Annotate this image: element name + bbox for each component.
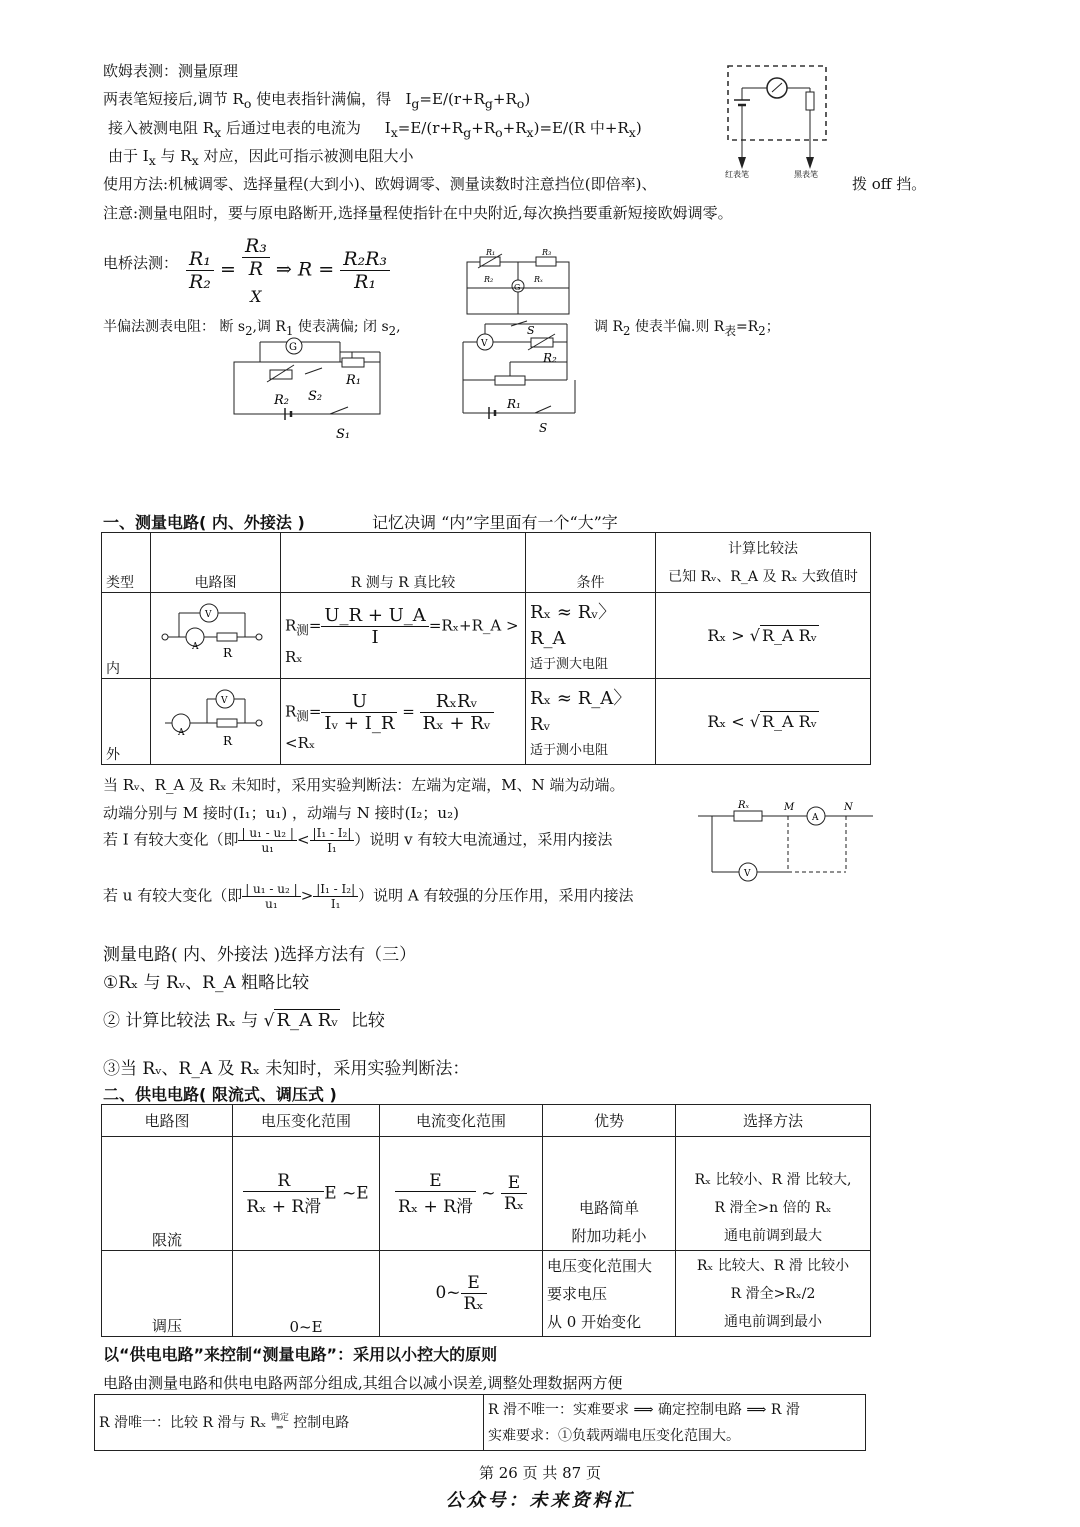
control-box-right2: 实难要求：①负载两端电压变化范围大。	[488, 1427, 740, 1444]
ohm-usage-end: 拨 off 挡。	[852, 175, 927, 193]
svg-text:A: A	[192, 642, 199, 652]
row-outer-condition: Rₓ ≈ R_A〉Rᵥ	[530, 688, 632, 735]
ohmmeter-diagram	[720, 62, 835, 192]
table-row-divider	[102, 1251, 871, 1337]
svg-text:V: V	[481, 339, 488, 349]
control-box-left: R 滑唯一：比较 R 滑与 Rₓ 确定 ⇒ 控制电路	[95, 1395, 484, 1451]
inner-connection-diagram	[159, 597, 267, 660]
th-voltage: 电压变化范围	[233, 1105, 380, 1137]
th-compare: R 测与 R 真比较	[281, 533, 526, 593]
bridge-label: 电桥法测：	[103, 254, 179, 272]
row-inner-condition: Rₓ ≈ Rᵥ〉R_A	[530, 602, 616, 649]
section1-heading: 一、测量电路( 内、外接法 )	[103, 513, 305, 532]
composition: 电路由测量电路和供电电路两部分组成,其组合以减小误差,调整处理数据两方便	[103, 1374, 623, 1392]
row-limit-label: 限流	[102, 1137, 233, 1251]
svg-text:S: S	[527, 324, 535, 337]
exp-line4: 若 u 有较大变化（即 $\frac{\text{| u₁ - u₂ |}}{\text{u₁}}$ > $\frac{\text{|I₁ - I₂|}}{\text{I₁}}$ ）说明 A 有较强的分压作用，采用内接法	[103, 882, 634, 911]
row-div-voltage: 0~E	[233, 1251, 380, 1337]
method-1: ①Rₓ 与 Rᵥ、R_A 粗略比较	[103, 973, 310, 993]
row-limit-sel1: Rₓ 比较小、R 滑 比较大,	[694, 1172, 852, 1188]
trial-method-diagram	[698, 798, 878, 888]
outer-connection-diagram	[159, 685, 267, 748]
svg-text:R₁: R₁	[507, 397, 521, 411]
row-limit-current: $\frac{E}{\text{Rₓ + R滑}}$ ~ $\frac{E}{\text{Rₓ}}$	[380, 1137, 543, 1251]
exp-line3: 若 I 有较大变化（即 $\frac{\text{| u₁ - u₂ |}}{\text{u₁}}$ < $\frac{\text{|I₁ - I₂|}}{\text{I₁}}$ ）说明 v 有较大电流通过，采用内接法	[103, 826, 613, 855]
bridge-diagram	[462, 248, 577, 320]
row-limit-adv1: 电路简单	[578, 1199, 639, 1217]
ohm-line2: 接入被测电阻 $R_x$ 后通过电表的电流为 $I_x=E/(r+R_g+R_o+R_x)=E/(R$ 中$+R_x$)	[108, 119, 642, 140]
svg-text:R₁: R₁	[486, 248, 496, 257]
black-probe-label: 黑表笔	[794, 170, 818, 179]
row-inner-type: 内	[102, 593, 151, 679]
principle: 以“供电电路”来控制“测量电路”：采用以小控大的原则	[103, 1345, 498, 1364]
svg-text:R₁: R₁	[346, 373, 361, 388]
half-text-right: 调 $R_2$ 使表半偏.则 $R_表=R_2$；	[594, 319, 780, 338]
row-outer-cond-note: 适于测小电阻	[530, 743, 609, 758]
bridge-formula: $\frac{\text{R₁}}{\text{R₂}}$ = R₃ R $_X$ ⇒ R = $\frac{\text{R₂R₃}}{\text{R₁}}$	[186, 235, 390, 306]
row-limit-adv2: 附加功耗小	[571, 1227, 647, 1245]
red-probe-label: 红表笔	[725, 170, 749, 179]
svg-text:Rₓ: Rₓ	[534, 275, 543, 284]
th-condition: 条件	[526, 533, 656, 593]
th-circuit: 电路图	[102, 1105, 233, 1137]
exp-line1: 当 Rᵥ、R_A 及 Rₓ 未知时，采用实验判断法：左端为定端，M、N 端为动端。	[103, 776, 625, 794]
section1-mnemonic: 记忆决调 “内”字里面有一个“大”字	[372, 513, 618, 532]
table-row-outer	[102, 679, 871, 765]
method-2: ② 计算比较法 Rₓ 与 √ R_A Rᵥ 比较	[103, 1010, 385, 1031]
svg-text:R₂: R₂	[484, 275, 494, 284]
row-div-sel1: Rₓ 比较大、R 滑 比较小	[696, 1258, 850, 1274]
half-deflection-diagram-2	[455, 318, 580, 436]
svg-text:R₂: R₂	[274, 393, 289, 408]
row-outer-calc: Rₓ < √ R_A Rᵥ	[656, 679, 871, 765]
table-row-inner	[102, 593, 871, 679]
row-outer-type: 外	[102, 679, 151, 765]
svg-text:A: A	[812, 813, 819, 823]
svg-text:R₂: R₂	[543, 351, 557, 365]
supply-table	[101, 1104, 871, 1337]
svg-text:G: G	[289, 342, 297, 353]
ohm-line1: 两表笔短接后,调节 $R_o$ 使电表指针满偏，得 $I_g=E/(r+R_g+R_o)$	[103, 90, 531, 111]
row-div-adv3: 从 0 开始变化	[547, 1313, 642, 1331]
svg-text:Rₓ: Rₓ	[738, 800, 750, 811]
row-div-adv1: 电压变化范围大	[547, 1257, 653, 1275]
row-div-current: 0~ $\frac{E}{\text{Rₓ}}$	[380, 1251, 543, 1337]
measurement-table	[101, 532, 871, 765]
th-calc-sub: 已知 Rᵥ、R_A 及 Rₓ 大致值时	[668, 568, 858, 585]
svg-text:A: A	[178, 728, 185, 738]
svg-text:V: V	[221, 696, 228, 706]
table-row-limiting	[102, 1137, 871, 1251]
th-calc-title: 计算比较法	[728, 540, 798, 557]
half-text-left: 半偏法测表电阻： 断 $s_2$,调 $R_1$ 使表满偏; 闭 $s_2$,	[103, 319, 401, 338]
svg-text:S: S	[539, 421, 548, 435]
method-3: ③当 Rᵥ、R_A 及 Rₓ 未知时，采用实验判断法：	[103, 1059, 470, 1079]
row-limit-voltage: $\frac{R}{\text{Rₓ + R滑}}$ E ~E	[233, 1137, 380, 1251]
row-div-sel3: 通电前调到最小	[724, 1314, 822, 1330]
control-box-right1: R 滑不唯一：实难要求 ⟹ 确定控制电路 ⟹ R 滑	[488, 1401, 800, 1418]
row-div-sel2: R 滑全>Rₓ/2	[730, 1286, 816, 1302]
svg-text:V: V	[744, 869, 751, 879]
page-number: 第 26 页 共 87 页	[478, 1464, 601, 1482]
row-limit-sel3: 通电前调到最大	[724, 1228, 822, 1244]
ohm-line3: 由于 $I_x$ 与 $R_x$ 对应，因此可指示被测电阻大小	[108, 147, 414, 168]
ohm-note: 注意:测量电阻时，要与原电路断开,选择量程使指针在中央附近,每次换挡要重新短接欧姆调零。	[103, 204, 733, 222]
control-box	[94, 1394, 866, 1451]
row-inner-compare: $R_测=$ $\frac{U\_R + U\_A}{I}$ =Rₓ+R_A > Rₓ	[281, 593, 526, 679]
svg-text:R: R	[223, 734, 233, 748]
exp-line2: 动端分别与 M 接时(I₁；u₁) ，动端与 N 接时(I₂；u₂)	[103, 804, 459, 822]
svg-text:R₃: R₃	[542, 248, 552, 257]
svg-text:G: G	[514, 283, 521, 292]
th-type: 类型	[102, 533, 151, 593]
row-limit-sel2: R 滑全>n 倍的 Rₓ	[714, 1200, 832, 1216]
row-inner-calc: Rₓ > √ R_A Rᵥ	[656, 593, 871, 679]
th-selection: 选择方法	[676, 1105, 871, 1137]
wechat-watermark: 公众号：未来资料汇	[445, 1490, 635, 1511]
th-diagram: 电路图	[151, 533, 281, 593]
row-inner-cond-note: 适于测大电阻	[530, 657, 609, 672]
methods-title: 测量电路( 内、外接法 )选择方法有（三）	[103, 945, 417, 965]
row-outer-compare: $R_测=$ $\frac{U}{\text{Iᵥ + I\_R}}$ = $\frac{\text{RₓRᵥ}}{\text{Rₓ + Rᵥ}}$ <Rₓ	[281, 679, 526, 765]
row-div-adv2: 要求电压	[547, 1285, 608, 1303]
th-current: 电流变化范围	[380, 1105, 543, 1137]
svg-text:S₁: S₁	[336, 427, 351, 442]
ohm-title: 欧姆表测：测量原理	[103, 62, 239, 80]
svg-text:N: N	[844, 802, 853, 813]
svg-text:S₂: S₂	[308, 389, 323, 404]
svg-text:R: R	[223, 646, 233, 660]
section2-heading: 二、供电电路( 限流式、调压式 )	[103, 1085, 337, 1104]
ohm-usage: 使用方法:机械调零、选择量程(大到小)、欧姆调零、测量读数时注意挡位(即倍率)、	[103, 175, 657, 193]
row-div-label: 调压	[102, 1251, 233, 1337]
th-advantage: 优势	[543, 1105, 676, 1137]
svg-text:M: M	[784, 802, 795, 813]
svg-text:V: V	[205, 610, 212, 620]
half-deflection-diagram-1	[230, 332, 390, 444]
